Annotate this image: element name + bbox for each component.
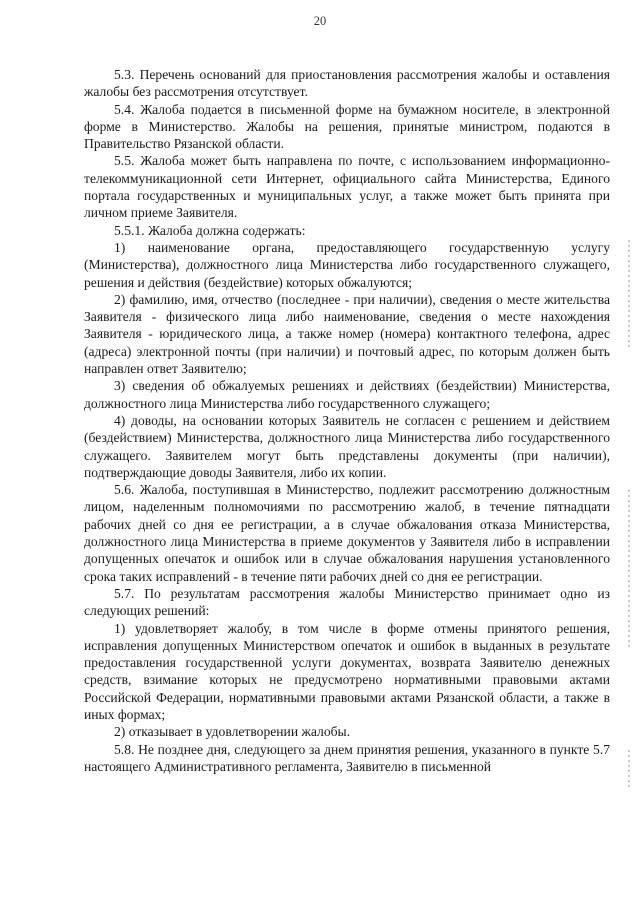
paragraph-5-7: 5.7. По результатам рассмотрения жалобы Министерство принимает одно из следующих решений: <box>84 585 610 619</box>
paragraph-5-4: 5.4. Жалоба подается в письменной форме на бумажном носителе, в электронной форме в Министерство. Жалобы на решения, принятые министром, подаются в Правительство Рязанской области. <box>84 101 610 152</box>
decision-item-1: 1) удовлетворяет жалобу, в том числе в форме отмены принятого решения, исправления допущенных Министерством опечаток и ошибок в выданных в результате предоставления государственной услуги документах, возврата Заявителю денежных средств, взимание которых не предусмотрено нормативными правовыми актами Российской Федерации, нормативными правовыми актами Рязанской области, а также в иных формах; <box>84 620 610 722</box>
scan-margin-marks <box>628 240 632 800</box>
paragraph-5-5: 5.5. Жалоба может быть направлена по почте, с использованием информационно-телекоммуникационной сети Интернет, официального сайта Министерства, Единого портала государственных и муниципальных услуг, а также может быть принята при личном приеме Заявителя. <box>84 153 610 221</box>
paragraph-5-3: 5.3. Перечень оснований для приостановления рассмотрения жалобы и оставления жалобы без рассмотрения отсутствует. <box>84 67 610 100</box>
paragraph-5-5-1: 5.5.1. Жалоба должна содержать: <box>114 222 306 238</box>
document-body <box>84 66 610 775</box>
list-item-1: 1) наименование органа, предоставляющего государственную услугу (Министерства), должностного лица Министерства либо государственного служащего, решения и действия (бездействие) которых обжалуются; <box>84 239 610 290</box>
list-item-4: 4) доводы, на основании которых Заявитель не согласен с решением и действием (бездействием) Министерства, должностного лица Министерства либо государственного служащего. Заявителем могут быть представлены документы (при наличии), подтверждающие доводы Заявителя, либо их копии. <box>84 412 610 480</box>
page-number: 20 <box>313 14 327 28</box>
list-item-3: 3) сведения об обжалуемых решениях и действиях (бездействии) Министерства, должностного лица Министерства либо государственного служащего; <box>84 378 610 411</box>
paragraph-5-8: 5.8. Не позднее дня, следующего за днем принятия решения, указанного в пункте 5.7 настоящего Административного регламента, Заявителю в письменной <box>84 741 610 774</box>
paragraph-5-6: 5.6. Жалоба, поступившая в Министерство, подлежит рассмотрению должностным лицом, наделенным полномочиями по рассмотрению жалоб, в течение пятнадцати рабочих дней со дня ее регистрации, а в случае обжалования отказа Министерства, должностного лица Министерства в приеме документов у Заявителя либо в исправлении допущенных опечаток и ошибок или в случае обжалования нарушения установленного срока таких исправлений - в течение пяти рабочих дней со дня ее регистрации. <box>84 482 610 584</box>
decision-item-2: 2) отказывает в удовлетворении жалобы. <box>114 724 351 740</box>
list-item-2: 2) фамилию, имя, отчество (последнее - при наличии), сведения о месте жительства Заявителя - физического лица либо наименование, сведения о месте нахождения Заявителя - юридического лица, а также номер (номера) контактного телефона, адрес (адреса) электронной почты (при наличии) и почтовый адрес, по которым должен быть направлен ответ Заявителю; <box>84 291 610 377</box>
